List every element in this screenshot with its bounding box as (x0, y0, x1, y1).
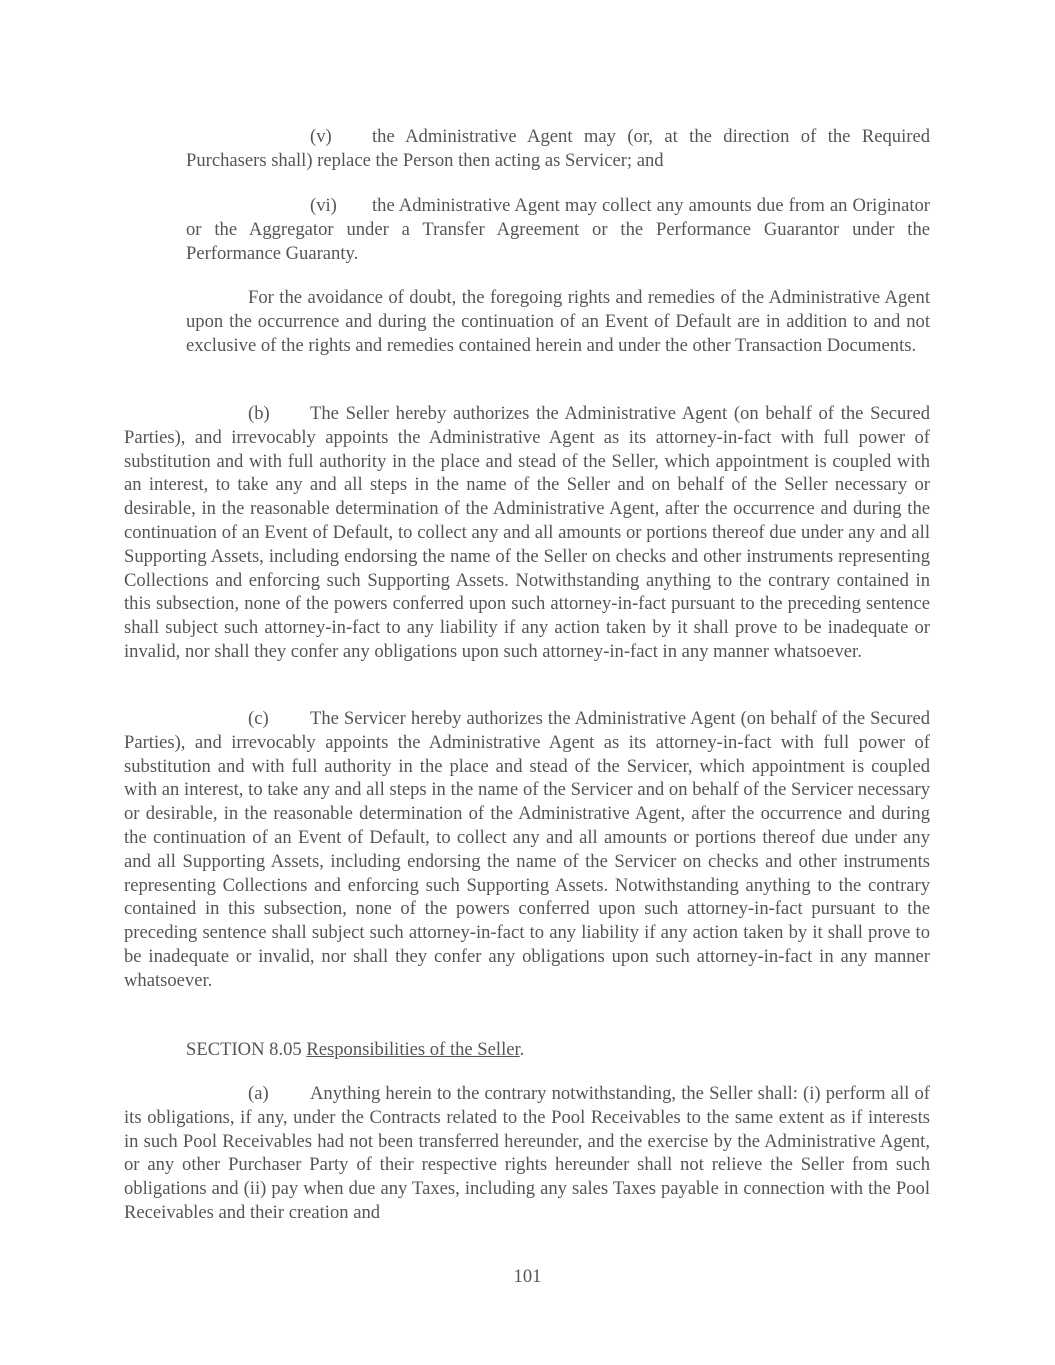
paragraph-a-number: (a) (248, 1083, 269, 1104)
paragraph-a-text: Anything herein to the contrary notwithstanding, the Seller shall: (i) perform all of its obligations, if any, under the Contracts related to the Pool Receivables to the same extent as if interests in such Pool Receivables had not been transferred hereunder, and the exercise by the Administrative Agent, or any other Purchaser Party of their respective rights hereunder shall not relieve the Seller from such obligations and (ii) pay when due any Taxes, including any sales Taxes payable in connection with the Pool Receivables and their creation and (124, 1083, 930, 1223)
clause-v-text: the Administrative Agent may (or, at the direction of the Required Purchasers shall) replace the Person then acting as Servicer; and (186, 126, 930, 171)
section-label: SECTION 8.05 (186, 1039, 302, 1060)
paragraph-b (124, 402, 930, 664)
page-number: 101 (513, 1266, 542, 1287)
clause-v-number: (v) (310, 126, 332, 147)
clause-vi-text: the Administrative Agent may collect any amounts due from an Originator or the Aggregator under a Transfer Agreement or the Performance Guarantor under the Performance Guaranty. (186, 195, 930, 264)
section-title-period: . (519, 1039, 525, 1060)
clause-vi (186, 194, 930, 265)
avoidance-paragraph: For the avoidance of doubt, the foregoing rights and remedies of the Administrative Agent upon the occurrence and during the continuation of an Event of Default are in addition to and not exclusive of the rights and remedies contained herein and under the other Transaction Documents. (186, 287, 930, 356)
paragraph-b-text: The Seller hereby authorizes the Administrative Agent (on behalf of the Secured Parties), and irrevocably appoints the Administrative Agent as its attorney-in-fact with full power of substitution and with full authority in the place and stead of the Seller, which appointment is coupled with an interest, to take any and all steps in the name of the Seller and on behalf of the Seller necessary or desirable, in the reasonable determination of the Administrative Agent, after the occurrence and during the continuation of an Event of Default, to collect any and all amounts or portions thereof due under any and all Supporting Assets, including endorsing the name of the Seller on checks and other instruments representing Collections and enforcing such Supporting Assets. Notwithstanding anything to the contrary contained in this subsection, none of the powers conferred upon such attorney-in-fact pursuant to the preceding sentence shall subject such attorney-in-fact to any liability if any action taken by it shall prove to be inadequate or invalid, nor shall they confer any obligations upon such attorney-in-fact in any manner whatsoever. (124, 403, 930, 662)
paragraph-c-text: The Servicer hereby authorizes the Administrative Agent (on behalf of the Secured Parties), and irrevocably appoints the Administrative Agent as its attorney-in-fact with full power of substitution and with full authority in the place and stead of the Servicer, which appointment is coupled with an interest, to take any and all steps in the name of the Servicer and on behalf of the Servicer necessary or desirable, in the reasonable determination of the Administrative Agent, after the occurrence and during the continuation of an Event of Default, to collect any and all amounts or portions thereof due under any and all Supporting Assets, including endorsing the name of the Servicer on checks and other instruments representing Collections and enforcing such Supporting Assets. Notwithstanding anything to the contrary contained in this subsection, none of the powers conferred upon such attorney-in-fact pursuant to the preceding sentence shall subject such attorney-in-fact to any liability if any action taken by it shall prove to be inadequate or invalid, nor shall they confer any obligations upon such attorney-in-fact in any manner whatsoever. (124, 708, 930, 991)
paragraph-a (124, 1082, 930, 1225)
section-heading (186, 1038, 524, 1062)
paragraph-c (124, 707, 930, 993)
paragraph-c-number: (c) (248, 708, 269, 729)
clause-v (186, 125, 930, 173)
paragraph-b-number: (b) (248, 403, 270, 424)
section-title: Responsibilities of the Seller (306, 1039, 520, 1060)
clause-vi-number: (vi) (310, 195, 337, 216)
